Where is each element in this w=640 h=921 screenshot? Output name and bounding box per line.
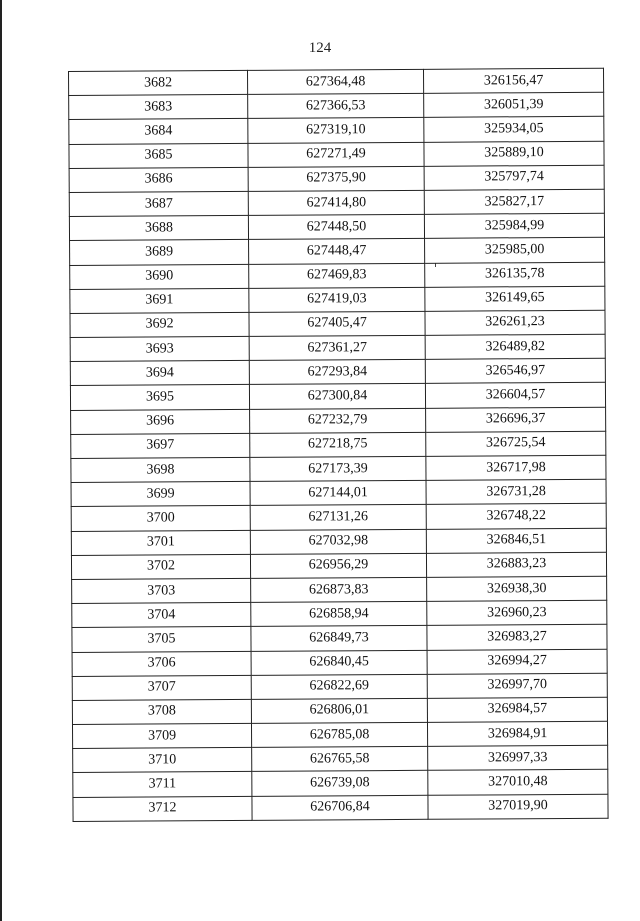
x-coordinate-cell: 627032,98 [250,529,426,554]
x-coordinate-cell: 626806,01 [251,698,427,723]
y-coordinate-cell: 326604,57 [425,383,605,408]
table-row [72,625,607,652]
table-row [71,528,606,555]
table-row [69,92,604,119]
point-number-cell: 3683 [69,95,248,120]
y-coordinate-cell: 326938,30 [427,576,607,601]
x-coordinate-cell: 627419,03 [249,287,425,312]
x-coordinate-cell: 627173,39 [250,456,426,481]
x-coordinate-cell: 627375,90 [248,166,424,191]
point-number-cell: 3690 [70,264,249,289]
point-number-cell: 3682 [69,70,248,95]
table-row [69,213,604,240]
x-coordinate-cell: 626765,58 [252,747,428,772]
x-coordinate-cell: 627469,83 [249,263,425,288]
table-row [72,600,607,627]
y-coordinate-cell: 325827,17 [424,189,604,214]
point-number-cell: 3684 [69,119,248,144]
y-coordinate-cell: 327010,48 [428,770,608,795]
y-coordinate-cell: 326261,23 [425,310,605,335]
y-coordinate-cell: 326546,97 [425,358,605,383]
x-coordinate-cell: 627405,47 [249,311,425,336]
table-row [71,552,606,579]
x-coordinate-cell: 626873,83 [251,577,427,602]
point-number-cell: 3701 [71,530,250,555]
point-number-cell: 3688 [69,216,248,241]
y-coordinate-cell: 326156,47 [423,68,603,93]
point-number-cell: 3699 [71,482,250,507]
y-coordinate-cell: 326696,37 [426,407,606,432]
y-coordinate-cell: 326997,70 [427,673,607,698]
y-coordinate-cell: 326984,91 [427,721,607,746]
table-row [72,721,607,748]
x-coordinate-cell: 627131,26 [250,505,426,530]
y-coordinate-cell: 326983,27 [427,625,607,650]
table-row [73,794,608,821]
page-number: 124 [308,40,332,56]
table-row [70,262,605,289]
x-coordinate-cell: 627366,53 [248,94,424,119]
x-coordinate-cell: 627361,27 [249,335,425,360]
y-coordinate-cell: 326846,51 [426,528,606,553]
y-coordinate-cell: 325984,99 [424,213,604,238]
x-coordinate-cell: 626706,84 [252,795,428,820]
x-coordinate-cell: 626849,73 [251,626,427,651]
point-number-cell: 3702 [71,554,250,579]
point-number-cell: 3692 [70,312,249,337]
table-row [71,407,606,434]
x-coordinate-cell: 626956,29 [250,553,426,578]
x-coordinate-cell: 627218,75 [250,432,426,457]
x-coordinate-cell: 627448,47 [249,239,425,264]
point-number-cell: 3711 [73,772,252,797]
y-coordinate-cell: 326984,57 [427,697,607,722]
x-coordinate-cell: 626739,08 [252,771,428,796]
x-coordinate-cell: 626822,69 [251,674,427,699]
table-row [71,504,606,531]
point-number-cell: 3685 [69,143,248,168]
point-number-cell: 3698 [71,457,250,482]
table-row [70,334,605,361]
x-coordinate-cell: 627364,48 [247,69,423,94]
y-coordinate-cell: 326748,22 [426,504,606,529]
point-number-cell: 3708 [72,699,251,724]
scan-edge [0,0,2,921]
x-coordinate-cell: 627319,10 [248,118,424,143]
point-number-cell: 3693 [70,336,249,361]
point-number-cell: 3704 [72,603,251,628]
point-number-cell: 3710 [73,748,252,773]
table-row [70,310,605,337]
table-row [69,165,604,192]
y-coordinate-cell: 326051,39 [424,92,604,117]
point-number-cell: 3706 [72,651,251,676]
x-coordinate-cell: 627144,01 [250,481,426,506]
point-number-cell: 3686 [69,167,248,192]
table-row [71,479,606,506]
table-row [73,770,608,797]
table-row [72,697,607,724]
point-number-cell: 3700 [71,506,250,531]
point-number-cell: 3703 [72,578,251,603]
table-row [69,189,604,216]
table-row [71,455,606,482]
point-number-cell: 3691 [70,288,249,313]
y-coordinate-cell: 326135,78 [425,262,605,287]
y-coordinate-cell: 325889,10 [424,141,604,166]
table-row [72,576,607,603]
y-coordinate-cell: 326725,54 [426,431,606,456]
table-row [73,745,608,772]
y-coordinate-cell: 325934,05 [424,117,604,142]
point-number-cell: 3707 [72,675,251,700]
y-coordinate-cell: 326731,28 [426,479,606,504]
table-row [69,68,604,95]
point-number-cell: 3687 [69,191,248,216]
table-row [70,238,605,265]
y-coordinate-cell: 327019,90 [428,794,608,819]
x-coordinate-cell: 627300,84 [249,384,425,409]
x-coordinate-cell: 627232,79 [250,408,426,433]
point-number-cell: 3712 [73,796,252,821]
y-coordinate-cell: 325985,00 [425,238,605,263]
point-number-cell: 3694 [70,361,249,386]
table-row [69,141,604,168]
point-number-cell: 3709 [72,723,251,748]
x-coordinate-cell: 627414,80 [248,190,424,215]
table-row [70,358,605,385]
y-coordinate-cell: 326994,27 [427,649,607,674]
x-coordinate-cell: 627448,50 [248,214,424,239]
x-coordinate-cell: 626858,94 [251,601,427,626]
y-coordinate-cell: 326960,23 [427,600,607,625]
y-coordinate-cell: 326489,82 [425,334,605,359]
point-number-cell: 3697 [71,433,250,458]
y-coordinate-cell: 326149,65 [425,286,605,311]
coordinates-table [68,68,609,822]
y-coordinate-cell: 325797,74 [424,165,604,190]
table-row [71,431,606,458]
y-coordinate-cell: 326883,23 [426,552,606,577]
table-row [70,286,605,313]
point-number-cell: 3705 [72,627,251,652]
x-coordinate-cell: 626840,45 [251,650,427,675]
table-row [72,649,607,676]
x-coordinate-cell: 627271,49 [248,142,424,167]
point-number-cell: 3689 [70,240,249,265]
table-body [69,68,609,821]
x-coordinate-cell: 627293,84 [249,360,425,385]
table-row [70,383,605,410]
y-coordinate-cell: 326997,33 [428,745,608,770]
table-row [69,117,604,144]
table-row [72,673,607,700]
point-number-cell: 3696 [71,409,250,434]
point-number-cell: 3695 [70,385,249,410]
x-coordinate-cell: 626785,08 [251,722,427,747]
y-coordinate-cell: 326717,98 [426,455,606,480]
